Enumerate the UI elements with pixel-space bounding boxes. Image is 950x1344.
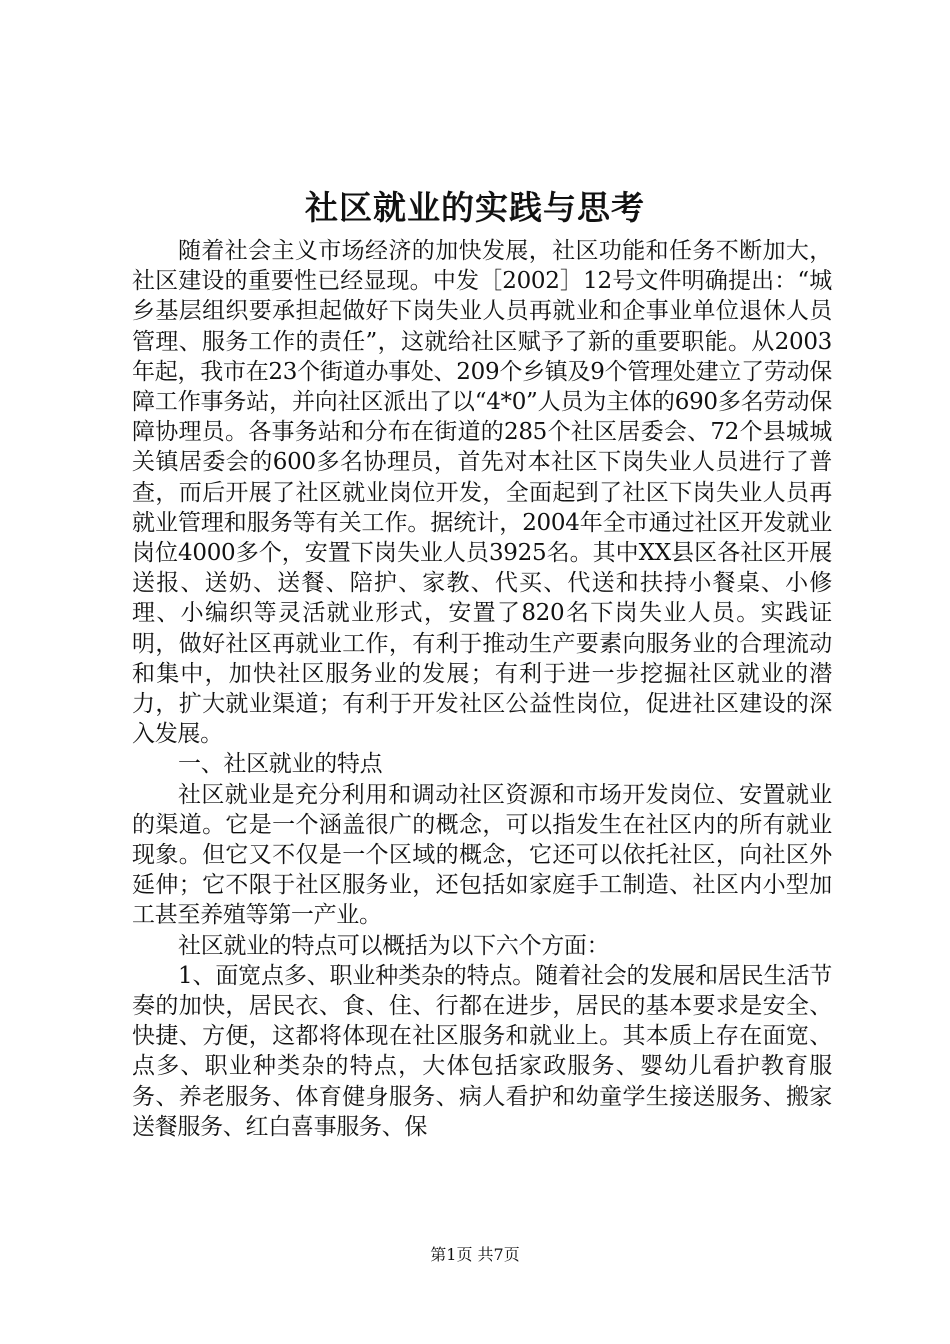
document-body [132, 236, 832, 1142]
section-heading-1: 一、社区就业的特点 [178, 751, 383, 778]
document-title: 社区就业的实践与思考 [305, 188, 645, 227]
paragraph-definition: 社区就业是充分利用和调动社区资源和市场开发岗位、安置就业的渠道。它是一个涵盖很广的概念，可以指发生在社区内的所有就业现象。但它又不仅是一个区域的概念，它还可以依托社区，向社区外延伸；它不限于社区服务业，还包括如家庭手工制造、社区内小型加工甚至养殖等第一产业。 [132, 781, 832, 929]
paragraph-feature-1: 1、面宽点多、职业种类杂的特点。随着社会的发展和居民生活节奏的加快，居民衣、食、住、行都在进步，居民的基本要求是安全、快捷、方便，这都将体现在社区服务和就业上。其本质上存在面宽、点多、职业种类杂的特点，大体包括家政服务、婴幼儿看护教育服务、养老服务、体育健身服务、病人看护和幼童学生接送服务、搬家送餐服务、红白喜事服务、保 [132, 962, 832, 1140]
paragraph-summary: 社区就业的特点可以概括为以下六个方面： [178, 932, 610, 959]
paragraph-intro: 随着社会主义市场经济的加快发展，社区功能和任务不断加大，社区建设的重要性已经显现。中发［2002］12号文件明确提出：“城乡基层组织要承担起做好下岗失业人员再就业和企事业单位退休人员管理、服务工作的责任”，这就给社区赋予了新的重要职能。从2003年起，我市在23个街道办事处、209个乡镇及9个管理处建立了劳动保障工作事务站，并向社区派出了以“4*0”人员为主体的690多名劳动保障协理员。各事务站和分布在街道的285个社区居委会、72个县城城关镇居委会的600多名协理员，首先对本社区下岗失业人员进行了普查，而后开展了社区就业岗位开发，全面起到了社区下岗失业人员再就业管理和服务等有关工作。据统计，2004年全市通过社区开发就业岗位4000多个，安置下岗失业人员3925名。其中XX县区各社区开展送报、送奶、送餐、陪护、家教、代买、代送和扶持小餐桌、小修理、小编织等灵活就业形式，安置了820名下岗失业人员。实践证明，做好社区再就业工作，有利于推动生产要素向服务业的合理流动和集中，加快社区服务业的发展；有利于进一步挖掘社区就业的潜力，扩大就业渠道；有利于开发社区公益性岗位，促进社区建设的深入发展。 [132, 238, 832, 748]
page-footer: 第1页 共7页 [430, 1245, 520, 1264]
